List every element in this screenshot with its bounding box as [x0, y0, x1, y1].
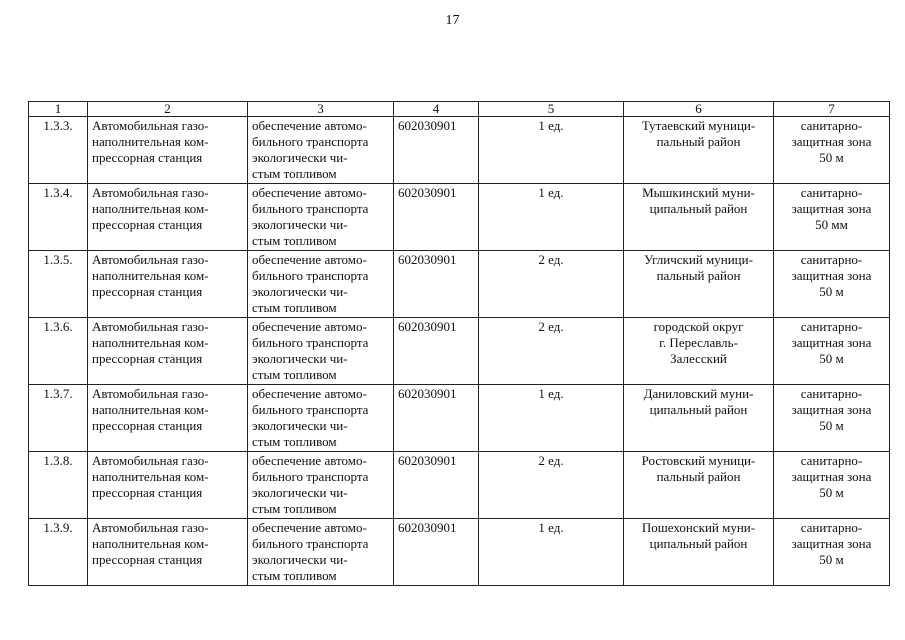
facility-purpose: обеспечение автомо- бильного транспорта экологически чи- стым топливом	[248, 452, 394, 519]
facility-quantity: 1 ед.	[479, 385, 624, 452]
column-header-1: 1	[29, 102, 88, 117]
protection-zone: санитарно- защитная зона 50 м	[774, 318, 890, 385]
table-row	[29, 519, 890, 586]
facility-location: Тутаевский муници- пальный район	[624, 117, 774, 184]
facility-name: Автомобильная газо- наполнительная ком- прессорная станция	[88, 519, 248, 586]
facility-name: Автомобильная газо- наполнительная ком- прессорная станция	[88, 318, 248, 385]
facility-location: Ростовский муници- пальный район	[624, 452, 774, 519]
table-row	[29, 117, 890, 184]
facility-name: Автомобильная газо- наполнительная ком- прессорная станция	[88, 385, 248, 452]
facility-quantity: 2 ед.	[479, 318, 624, 385]
facility-code: 602030901	[394, 519, 479, 586]
protection-zone: санитарно- защитная зона 50 м	[774, 519, 890, 586]
protection-zone: санитарно- защитная зона 50 м	[774, 117, 890, 184]
table-row	[29, 318, 890, 385]
facility-code: 602030901	[394, 251, 479, 318]
table-row	[29, 385, 890, 452]
facility-code: 602030901	[394, 318, 479, 385]
row-number: 1.3.3.	[29, 117, 88, 184]
table-row	[29, 251, 890, 318]
column-header-2: 2	[88, 102, 248, 117]
column-header-5: 5	[479, 102, 624, 117]
facilities-table	[28, 101, 890, 586]
facility-quantity: 2 ед.	[479, 452, 624, 519]
facility-name: Автомобильная газо- наполнительная ком- прессорная станция	[88, 184, 248, 251]
facility-code: 602030901	[394, 184, 479, 251]
column-header-4: 4	[394, 102, 479, 117]
row-number: 1.3.4.	[29, 184, 88, 251]
facility-quantity: 2 ед.	[479, 251, 624, 318]
facility-purpose: обеспечение автомо- бильного транспорта экологически чи- стым топливом	[248, 318, 394, 385]
table-body	[29, 117, 890, 586]
facility-purpose: обеспечение автомо- бильного транспорта экологически чи- стым топливом	[248, 519, 394, 586]
row-number: 1.3.6.	[29, 318, 88, 385]
facility-quantity: 1 ед.	[479, 184, 624, 251]
table-row	[29, 452, 890, 519]
facility-quantity: 1 ед.	[479, 519, 624, 586]
facility-purpose: обеспечение автомо- бильного транспорта экологически чи- стым топливом	[248, 184, 394, 251]
table-header-row	[29, 102, 890, 117]
table-header	[29, 102, 890, 117]
column-header-3: 3	[248, 102, 394, 117]
facility-location: Даниловский муни- ципальный район	[624, 385, 774, 452]
facility-location: Мышкинский муни- ципальный район	[624, 184, 774, 251]
facility-quantity: 1 ед.	[479, 117, 624, 184]
facility-name: Автомобильная газо- наполнительная ком- прессорная станция	[88, 251, 248, 318]
table-row	[29, 184, 890, 251]
facility-code: 602030901	[394, 117, 479, 184]
facility-code: 602030901	[394, 385, 479, 452]
protection-zone: санитарно- защитная зона 50 мм	[774, 184, 890, 251]
protection-zone: санитарно- защитная зона 50 м	[774, 452, 890, 519]
page-number: 17	[445, 13, 460, 28]
row-number: 1.3.7.	[29, 385, 88, 452]
facility-location: Угличский муници- пальный район	[624, 251, 774, 318]
row-number: 1.3.5.	[29, 251, 88, 318]
facility-location: Пошехонский муни- ципальный район	[624, 519, 774, 586]
facility-location: городской округ г. Переславль- Залесский	[624, 318, 774, 385]
row-number: 1.3.9.	[29, 519, 88, 586]
facility-name: Автомобильная газо- наполнительная ком- прессорная станция	[88, 452, 248, 519]
facility-name: Автомобильная газо- наполнительная ком- прессорная станция	[88, 117, 248, 184]
facility-purpose: обеспечение автомо- бильного транспорта экологически чи- стым топливом	[248, 251, 394, 318]
column-header-7: 7	[774, 102, 890, 117]
protection-zone: санитарно- защитная зона 50 м	[774, 385, 890, 452]
facility-code: 602030901	[394, 452, 479, 519]
protection-zone: санитарно- защитная зона 50 м	[774, 251, 890, 318]
row-number: 1.3.8.	[29, 452, 88, 519]
column-header-6: 6	[624, 102, 774, 117]
facility-purpose: обеспечение автомо- бильного транспорта экологически чи- стым топливом	[248, 117, 394, 184]
facility-purpose: обеспечение автомо- бильного транспорта экологически чи- стым топливом	[248, 385, 394, 452]
